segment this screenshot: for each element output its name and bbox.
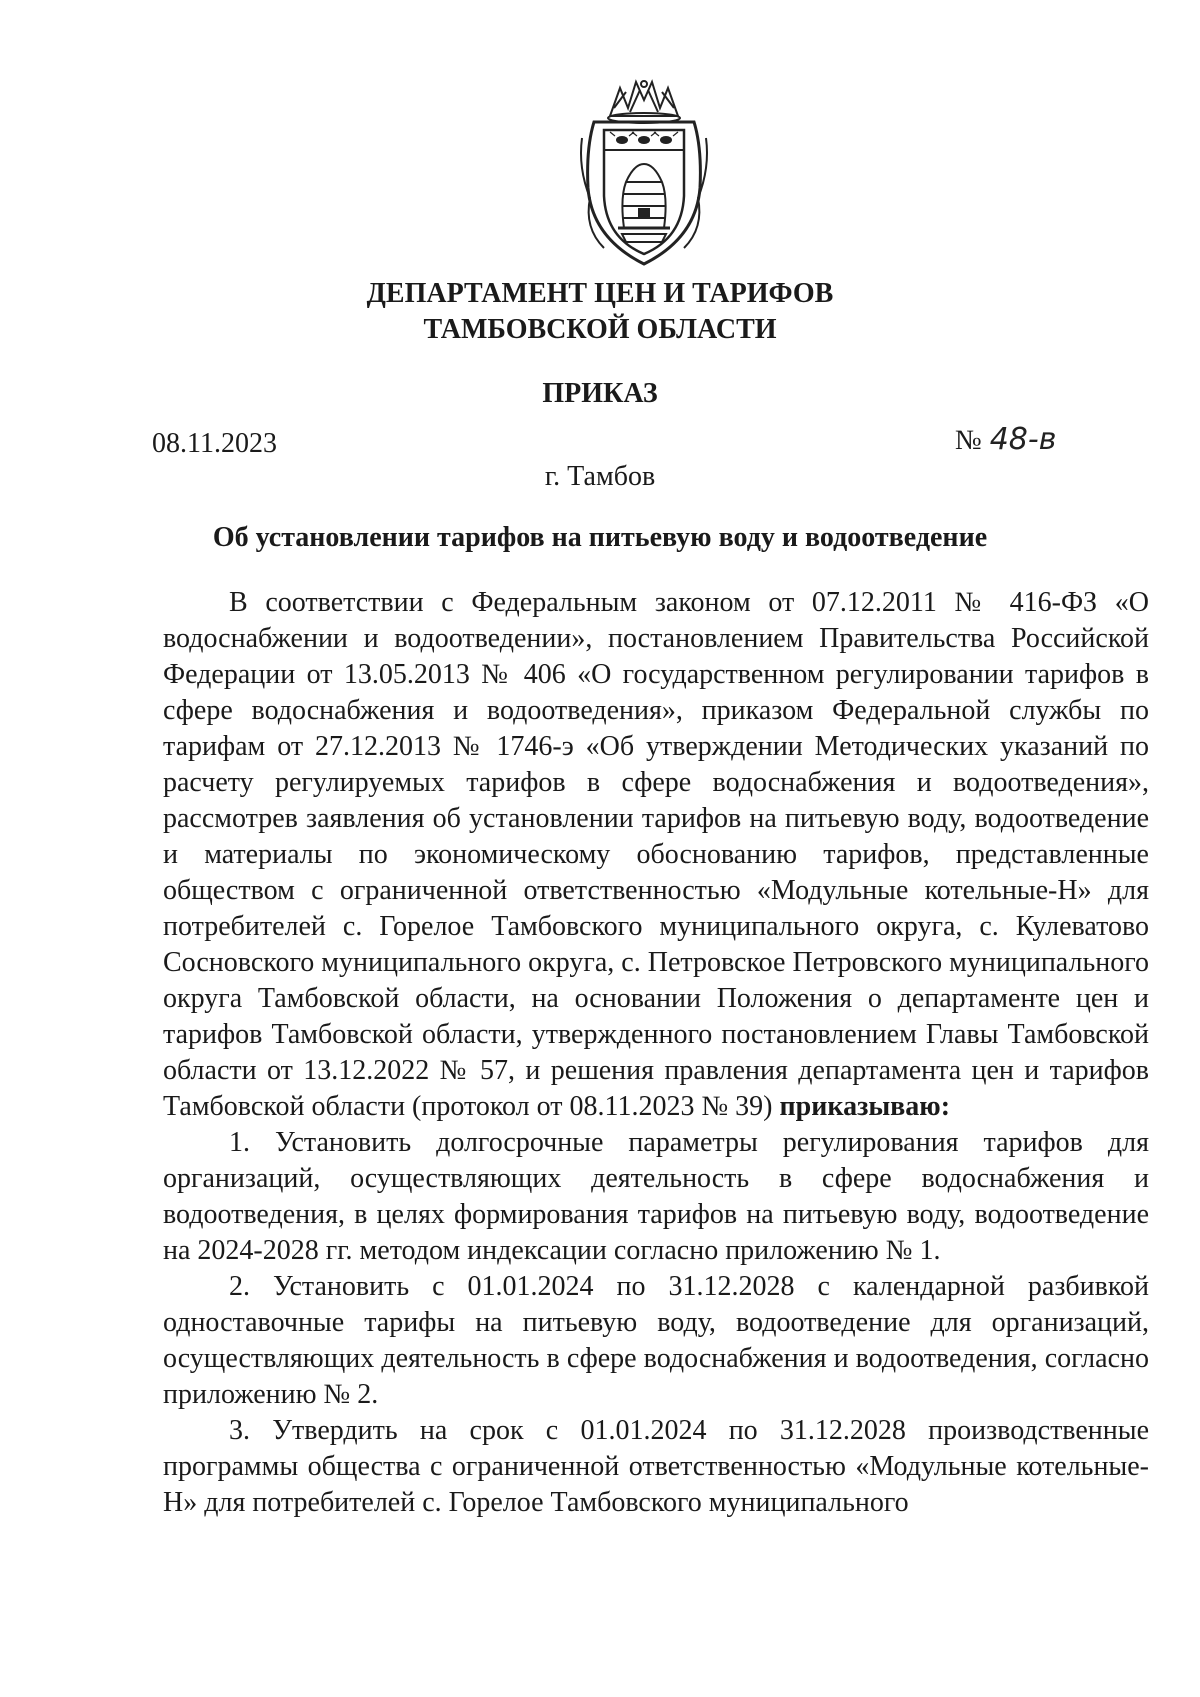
organization-name xyxy=(0,276,1200,348)
document-date: 08.11.2023 xyxy=(152,428,277,459)
order-item-2: 2. Установить с 01.01.2024 по 31.12.2028 с календарной разбивкой одноставочные тарифы на питьевую воду, водоотведение для организаций, осуществляющих деятельность в сфере водоснабжения и водоотведения, согласно приложению № 2. xyxy=(163,1271,1149,1410)
handwritten-number: 48-в xyxy=(989,422,1057,457)
document-number xyxy=(955,422,1056,457)
number-prefix: № xyxy=(955,425,982,456)
organization-name-line2: ТАМБОВСКОЙ ОБЛАСТИ xyxy=(423,314,777,345)
document-subject: Об установлении тарифов на питьевую воду и водоотведение xyxy=(212,522,988,553)
intro-bold: приказываю: xyxy=(779,1091,951,1122)
order-item-3: 3. Утвердить на срок с 01.01.2024 по 31.12.2028 производственные программы общества с ограниченной ответственностью «Модульные котельные-Н» для потребителей с. Горелое Тамбовского муниципального xyxy=(163,1415,1149,1518)
order-item-1: 1. Установить долгосрочные параметры регулирования тарифов для организаций, осуществляющих деятельность в сфере водоснабжения и водоотведения, в целях формирования тарифов на питьевую воду, водоотведение на 2024-2028 гг. методом индексации согласно приложению № 1. xyxy=(163,1127,1149,1266)
intro-text: В соответствии с Федеральным законом от 07.12.2011 № 416-ФЗ «О водоснабжении и водоотведении», постановлением Правительства Российской Федерации от 13.05.2013 № 406 «О государственном регулировании тарифов в сфере водоснабжения и водоотведения», приказом Федеральной службы по тарифам от 27.12.2013 № 1746-э «Об утверждении Методических указаний по расчету регулируемых тарифов в сфере водоснабжения и водоотведения», рассмотрев заявления об установлении тарифов на питьевую воду, водоотведение и материалы по экономическому обоснованию тарифов, представленные обществом с ограниченной ответственностью «Модульные котельные-Н» для потребителей с. Горелое Тамбовского муниципального округа, с. Кулеватово Сосновского муниципального округа, с. Петровское Петровского муниципального округа Тамбовской области, на основании Положения о департаменте цен и тарифов Тамбовской области, утвержденного постановлением Главы Тамбовской области от 13.12.2022 № 57, и решения правления департамента цен и тарифов Тамбовской области (протокол от 08.11.2023 № 39) xyxy=(163,587,1149,1122)
organization-name-line1: ДЕПАРТАМЕНТ ЦЕН И ТАРИФОВ xyxy=(366,278,834,309)
document-body xyxy=(163,585,1149,1521)
intro-paragraph xyxy=(163,585,1149,1125)
tambov-coat-of-arms-icon xyxy=(574,78,714,268)
document-type: ПРИКАЗ xyxy=(542,378,658,409)
document-city: г. Тамбов xyxy=(544,461,656,492)
